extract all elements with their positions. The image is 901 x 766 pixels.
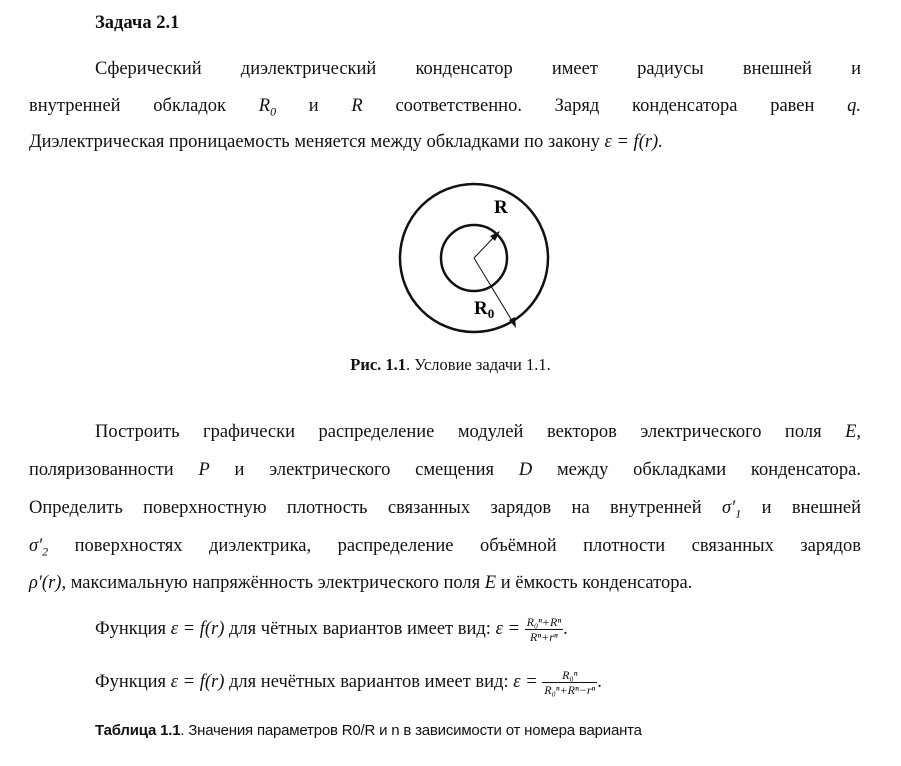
fraction-even: $\frac{\text{R₀ⁿ+Rⁿ}}{\text{Rⁿ+rⁿ}}$ (526, 615, 562, 645)
intro-line-2 (29, 95, 861, 123)
intro-text: соответственно. Заряд конденсатора равен (395, 96, 815, 116)
problem-title: Задача 2.1 (95, 13, 180, 33)
label-R: R (494, 197, 508, 218)
var-rho: ρ′(r), (29, 573, 67, 593)
intro-text: внутренней обкладок (29, 96, 227, 116)
task-line-5: ρ′(r), максимальную напряжённость электрического поля E и ёмкость конденсатора. (29, 573, 693, 593)
fraction-odd: $\frac{\text{R₀ⁿ}}{\text{R₀ⁿ+Rⁿ−rⁿ}}$ (544, 668, 596, 698)
table-caption: Таблица 1.1. Значения параметров R0/R и n в зависимости от номера варианта (95, 722, 642, 739)
var-q: q. (847, 96, 861, 116)
var-sigma2: $\sigma'_2$ (29, 536, 49, 559)
var-E-max: E (484, 573, 497, 593)
formula-eps: ε = f(r). (604, 132, 663, 152)
label-R0: $R_0$ (474, 298, 495, 321)
var-D: D (518, 460, 533, 480)
var-sigma1: $\sigma'_1$ (722, 498, 742, 521)
var-E: E, (845, 422, 862, 442)
task-line-1: Построить графически распределение модулей векторов электрического поля E, (95, 422, 862, 442)
task-line-3: Определить поверхностную плотность связанных зарядов на внутренней $\sigma'_1$ и внешней (29, 498, 862, 521)
figure-caption: Рис. 1.1. Условие задачи 1.1. (350, 355, 551, 374)
intro-text: и (308, 96, 319, 116)
capacitor-figure (0, 170, 901, 350)
var-R: R (351, 96, 363, 116)
task-line-4: $\sigma'_2$ поверхностях диэлектрика, распределение объёмной плотности связанных зарядов (29, 536, 861, 559)
intro-line-3 (29, 131, 663, 153)
intro-text: Диэлектрическая проницаемость меняется между обкладками по закону (29, 132, 600, 152)
var-R0: $R_0$ (258, 96, 277, 119)
formula-eps-even: ε = f(r) (170, 619, 225, 639)
func-odd: Функция ε = f(r) для нечётных вариантов имеет вид: ε = $\frac{\text{R₀ⁿ}}{\text{R₀ⁿ+Rⁿ−rⁿ}}$ . (95, 668, 602, 698)
intro-line-1: Сферический диэлектрический конденсатор имеет радиусы внешней и (95, 59, 861, 79)
var-P: P (198, 460, 210, 480)
formula-eps-odd: ε = f(r) (170, 672, 225, 692)
func-even: Функция ε = f(r) для чётных вариантов имеет вид: ε = $\frac{\text{R₀ⁿ+Rⁿ}}{\text{Rⁿ+rⁿ}}$ . (95, 615, 568, 645)
task-line-2: поляризованности P и электрического смещения D между обкладками конденсатора. (29, 460, 861, 480)
